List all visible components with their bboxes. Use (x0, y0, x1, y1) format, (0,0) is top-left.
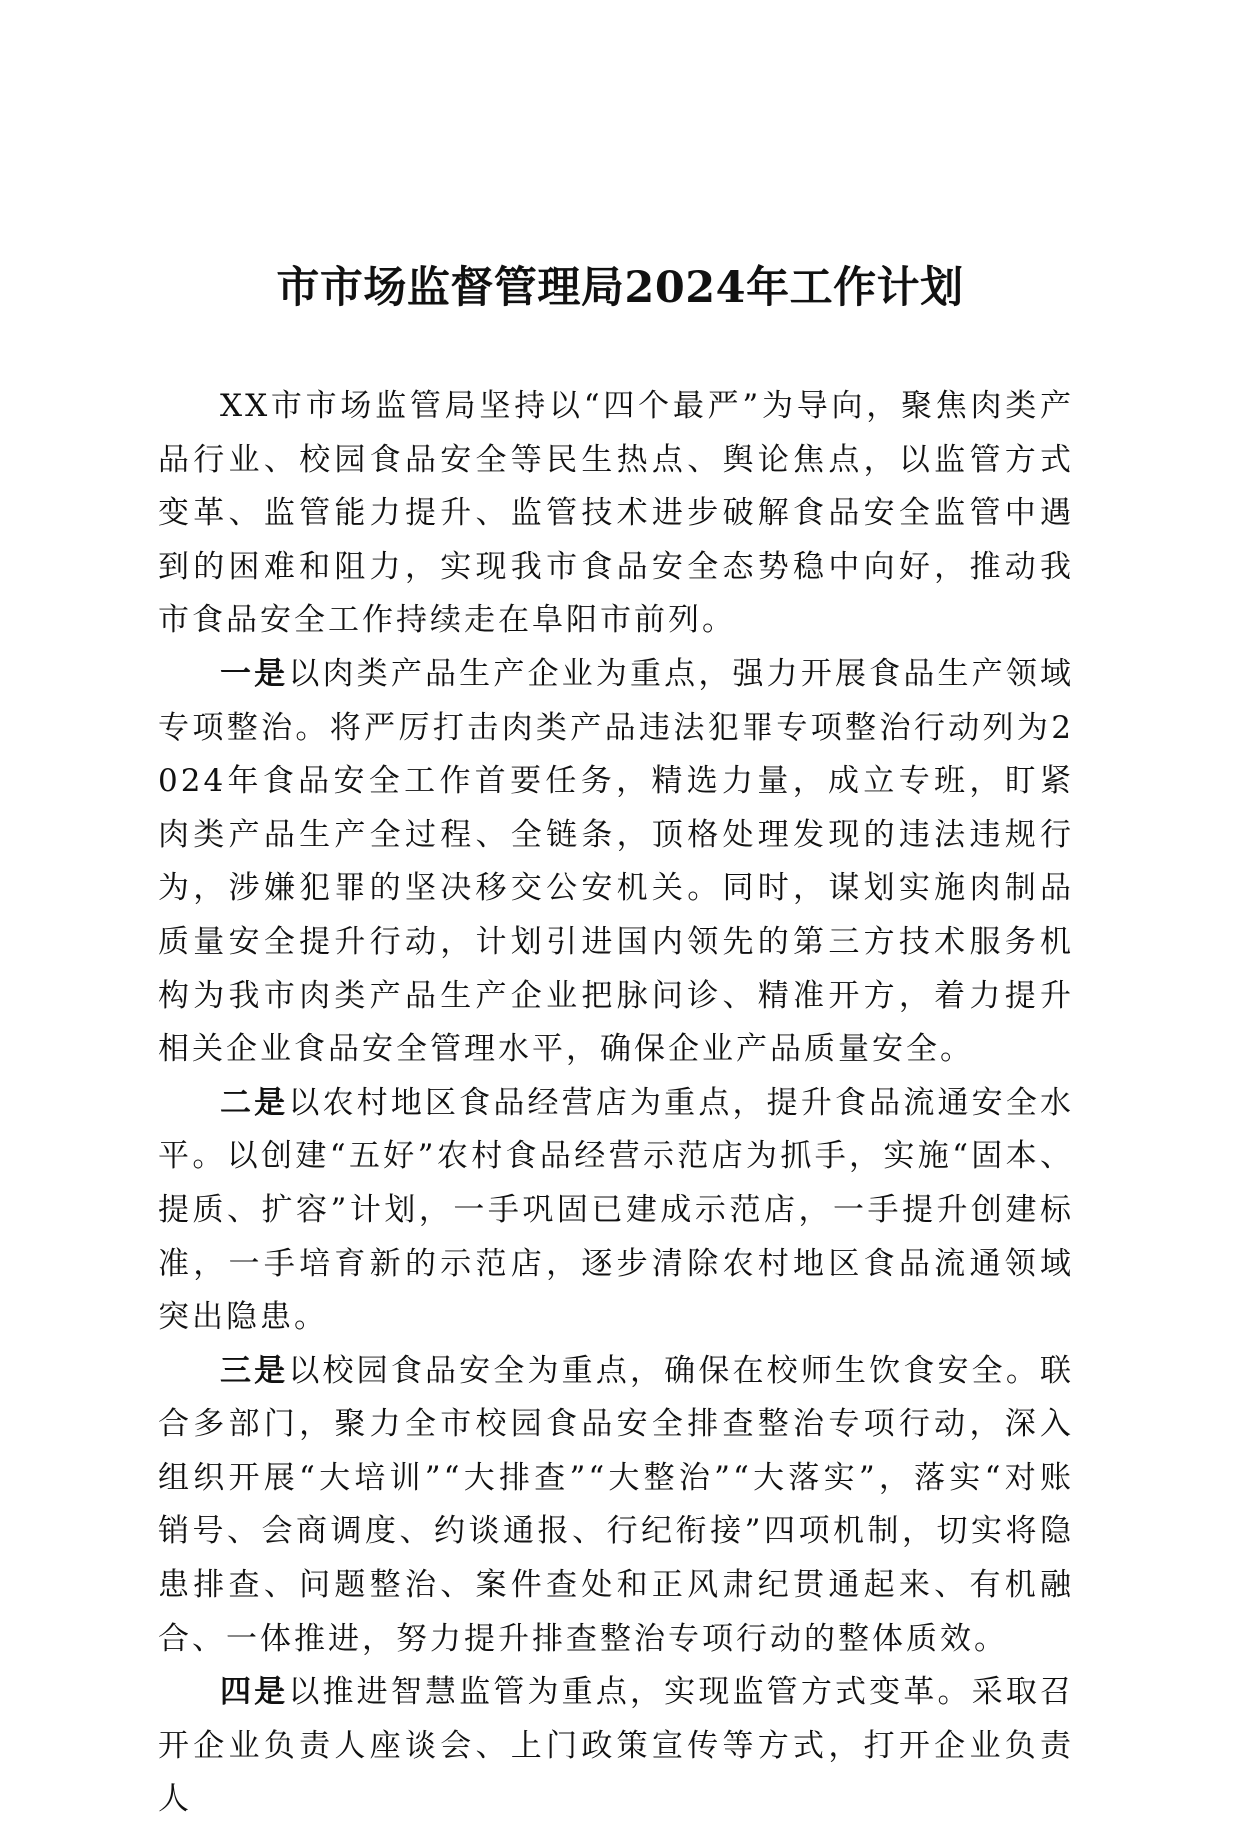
paragraph-item-4 (158, 1666, 1074, 1827)
paragraph-intro-text: XX市市场监管局坚持以“四个最严”为导向，聚焦肉类产品行业、校园食品安全等民生热点、舆论焦点，以监管方式变革、监管能力提升、监管技术进步破解食品安全监管中遇到的困难和阻力，实现我市食品安全态势稳中向好，推动我市食品安全工作持续走在阜阳市前列。 (158, 388, 1074, 639)
document-title: 市市场监督管理局2024年工作计划 (276, 263, 964, 313)
paragraph-item-1-lead: 一是 (220, 655, 289, 692)
paragraph-item-3-text: 以校园食品安全为重点，确保在校师生饮食安全。联合多部门，聚力全市校园食品安全排查整治专项行动，深入组织开展“大培训”“大排查”“大整治”“大落实”，落实“对账销号、会商调度、约谈通报、行纪衔接”四项机制，切实将隐患排查、问题整治、案件查处和正风肃纪贯通起来、有机融合、一体推进，努力提升排查整治专项行动的整体质效。 (158, 1352, 1075, 1657)
paragraph-item-4-text: 以推进智慧监管为重点，实现监管方式变革。采取召开企业负责人座谈会、上门政策宣传等方式，打开企业负责人 (158, 1674, 1075, 1818)
paragraph-intro (158, 380, 1074, 648)
paragraph-item-2-text: 以农村地区食品经营店为重点，提升食品流通安全水平。以创建“五好”农村食品经营示范店为抓手，实施“固本、提质、扩容”计划，一手巩固已建成示范店，一手提升创建标准，一手培育新的示范店，逐步清除农村地区食品流通领域突出隐患。 (158, 1084, 1075, 1336)
paragraph-item-2 (158, 1077, 1074, 1345)
document-body (158, 380, 1074, 1827)
paragraph-item-2-lead: 二是 (220, 1084, 289, 1121)
paragraph-item-4-lead: 四是 (220, 1674, 289, 1711)
paragraph-item-1-text: 以肉类产品生产企业为重点，强力开展食品生产领域专项整治。将严厉打击肉类产品违法犯罪专项整治行动列为2024年食品安全工作首要任务，精选力量，成立专班，盯紧肉类产品生产全过程、全链条，顶格处理发现的违法违规行为，涉嫌犯罪的坚决移交公安机关。同时，谋划实施肉制品质量安全提升行动，计划引进国内领先的第三方技术服务机构为我市肉类产品生产企业把脉问诊、精准开方，着力提升相关企业食品安全管理水平，确保企业产品质量安全。 (158, 655, 1075, 1068)
paragraph-item-3-lead: 三是 (220, 1352, 289, 1389)
paragraph-item-1 (158, 648, 1074, 1077)
paragraph-item-3 (158, 1345, 1074, 1667)
